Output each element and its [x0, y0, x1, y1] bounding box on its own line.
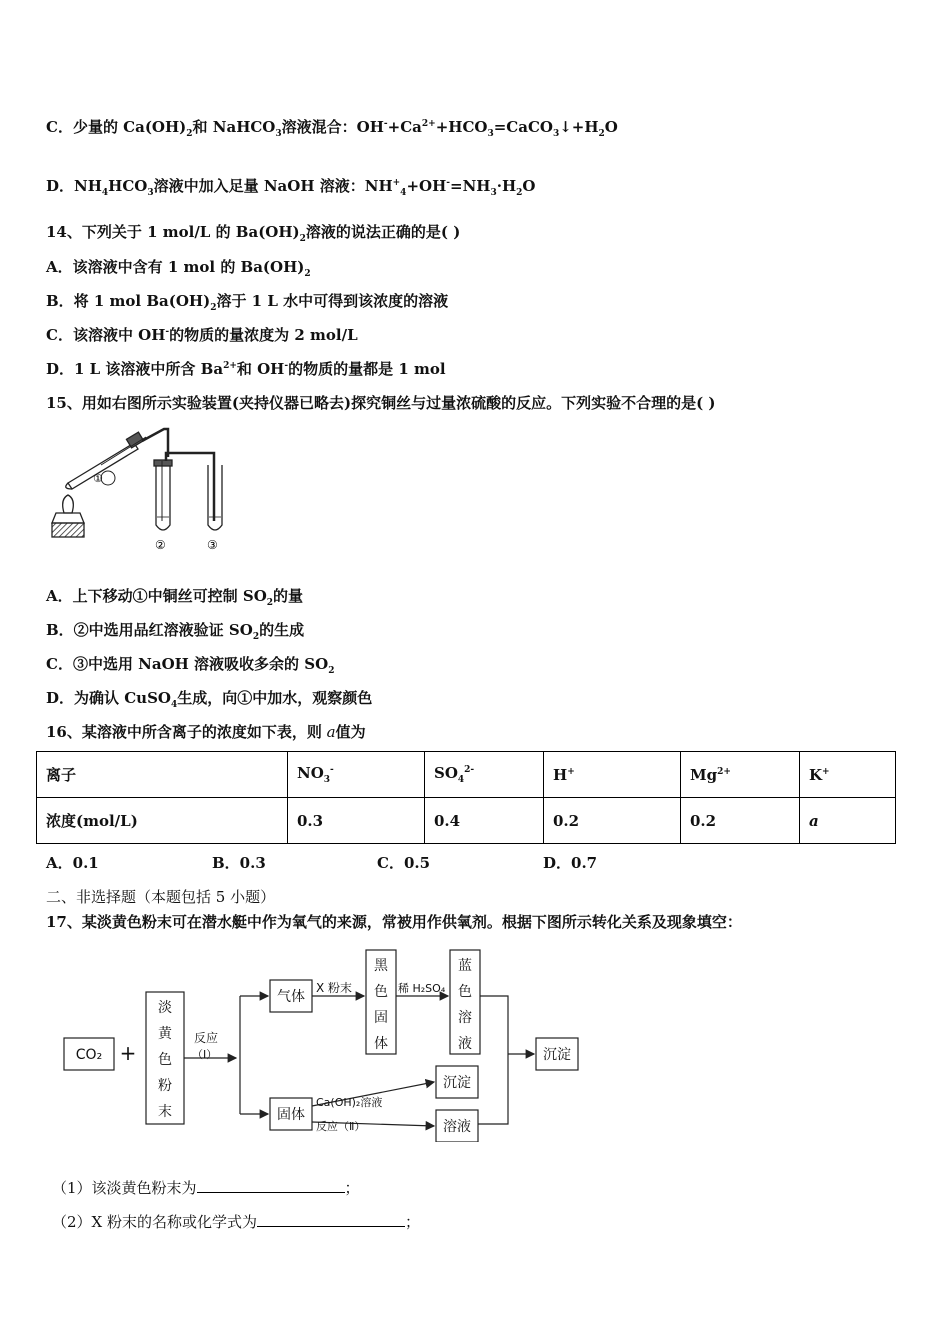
sup: + [567, 766, 575, 777]
text: 溶于 1 L 水中可得到该浓度的溶液 [216, 292, 449, 310]
sub: 3 [552, 129, 560, 139]
text: C．该溶液中 OH [46, 326, 166, 344]
q16-stem [46, 721, 366, 742]
co2-label: CO₂ [75, 1047, 103, 1063]
alcohol-lamp [52, 513, 84, 523]
q14-option-b [46, 290, 448, 313]
q16-option-c: C．0.5 [377, 854, 431, 872]
table-cell [37, 798, 288, 844]
text: +HCO [435, 118, 488, 136]
text: A．上下移动①中铜丝可控制 SO [46, 587, 267, 605]
reaction-1-num: （Ⅰ） [192, 1048, 218, 1061]
q13-option-d [46, 175, 535, 198]
test-tube-1 [68, 443, 138, 489]
cell-text: K [809, 765, 823, 784]
test-tube-2 [156, 465, 170, 530]
text: 16、某溶液中所含离子的浓度如下表，则 [46, 723, 322, 741]
sup: - [284, 361, 289, 371]
option-label: C． [46, 118, 73, 136]
sub: 2 [299, 234, 306, 244]
char: 色 [158, 1052, 172, 1068]
q15-stem [46, 392, 716, 413]
solid-label: 固体 [277, 1107, 305, 1123]
sub: 3 [275, 129, 282, 139]
table-row [37, 752, 896, 798]
text: HCO [108, 177, 148, 195]
cell-text: NO [297, 764, 324, 782]
delivery-tube [142, 429, 168, 457]
text: O [604, 118, 618, 136]
ion-concentration-table [36, 751, 896, 844]
var-a: a [326, 723, 336, 741]
text: ↓+H [559, 118, 599, 136]
text: 和 OH [236, 360, 285, 378]
table-cell [681, 752, 800, 798]
sub: 4 [101, 188, 109, 198]
label-1: ① [93, 472, 103, 485]
q17-stem [46, 911, 742, 932]
text: 溶液的说法正确的是( ) [305, 223, 461, 241]
char: 色 [374, 984, 388, 1000]
char: 色 [458, 984, 472, 1000]
text: B．将 1 mol Ba(OH) [46, 292, 211, 310]
q16-option-d: D．0.7 [543, 854, 598, 872]
char: 黄 [158, 1026, 172, 1042]
sup: - [330, 765, 334, 775]
cell-text: a [809, 811, 819, 830]
q16-option-a: A．0.1 [46, 854, 99, 872]
text: 17、某淡黄色粉末可在潜水艇中作为氧气的来源，常被用作供氧剂。根据下图所示转化关系及现象填空： [46, 913, 742, 931]
option-label: D． [46, 177, 75, 195]
cell-text: 0.2 [553, 811, 580, 830]
cell-text: Mg [690, 765, 718, 784]
q14-option-c [46, 324, 358, 345]
sub: 2 [516, 188, 523, 198]
sub: 3 [147, 188, 154, 198]
table-cell [681, 798, 800, 844]
char: 体 [374, 1036, 388, 1052]
sup: + [822, 766, 830, 777]
sub: 4 [457, 775, 465, 785]
text: 值为 [335, 723, 366, 741]
answer-blank-2[interactable] [257, 1212, 405, 1227]
sup: 2- [464, 765, 475, 775]
text: A．该溶液中含有 1 mol 的 Ba(OH) [46, 258, 305, 276]
text: ； [405, 1213, 421, 1231]
text: =NH [450, 177, 491, 195]
cell-text: SO [434, 764, 458, 782]
q14-stem [46, 221, 460, 244]
sup: - [383, 119, 388, 129]
text: 14、下列关于 1 mol/L 的 Ba(OH) [46, 223, 300, 241]
char: 黑 [374, 958, 388, 974]
apparatus-figure [46, 425, 236, 557]
alcohol-lamp-flame [63, 495, 74, 513]
table-cell [800, 752, 896, 798]
label-3: ③ [207, 538, 218, 552]
cell-text: H [553, 765, 568, 784]
table-cell [288, 752, 425, 798]
text: D．为确认 CuSO [46, 689, 171, 707]
text: 的生成 [259, 621, 305, 639]
section-heading: 二、非选择题（本题包括 5 小题） [46, 888, 276, 906]
sup: 2+ [717, 766, 731, 777]
reaction-2-label: 反应（Ⅱ） [316, 1120, 366, 1133]
text: 的物质的量浓度为 2 mol/L [169, 326, 358, 344]
q15-option-d [46, 687, 372, 710]
x-powder-label: X 粉末 [316, 981, 353, 995]
connecting-tube [166, 453, 214, 521]
table-cell [425, 752, 544, 798]
table-cell [544, 798, 681, 844]
copper-wire [101, 437, 146, 465]
char: 蓝 [458, 958, 472, 974]
sub: 4 [170, 700, 178, 710]
text: 15、用如右图所示实验装置(夹持仪器已略去)探究铜丝与过量浓硫酸的反应。下列实验不合理的是( ) [46, 394, 716, 412]
text: 生成，向①中加水，观察颜色 [177, 689, 373, 707]
precipitate-2-label: 沉淀 [443, 1075, 471, 1091]
text: ； [344, 1179, 360, 1197]
sub: 3 [490, 188, 497, 198]
text: 的量 [273, 587, 304, 605]
cell-text: 0.2 [690, 811, 717, 830]
answer-blank-1[interactable] [197, 1178, 345, 1193]
stand-block [52, 523, 84, 537]
table-cell [800, 798, 896, 844]
char: 溶 [458, 1010, 472, 1026]
q17-sub-2 [52, 1211, 420, 1232]
text: ·H [496, 177, 517, 195]
solution-label: 溶液 [443, 1119, 471, 1135]
char: 粉 [158, 1078, 172, 1094]
cell-text: 离子 [46, 766, 77, 784]
text: O [522, 177, 536, 195]
sub: 2 [186, 129, 193, 139]
reaction-1-label: 反应 [194, 1031, 219, 1045]
q14-option-d [46, 358, 446, 379]
text: NH [74, 177, 102, 195]
text: 溶液中加入足量 NaOH 溶液：NH [153, 177, 393, 195]
text: （2）X 粉末的名称或化学式为 [52, 1213, 257, 1231]
sup: 2+ [223, 361, 237, 371]
char: 液 [458, 1036, 472, 1052]
sup: - [446, 178, 450, 188]
text: +OH [406, 177, 447, 195]
text: 和 NaHCO [192, 118, 276, 136]
sub: 2 [328, 666, 335, 676]
text: D．1 L 该溶液中所含 Ba [46, 360, 224, 378]
char: 淡 [158, 1000, 172, 1016]
sub: 2 [252, 632, 260, 642]
table-cell [425, 798, 544, 844]
sub: 2 [210, 303, 217, 313]
sub: 2 [304, 269, 311, 279]
cell-text: 0.3 [297, 811, 324, 830]
plus-sign: + [119, 1041, 137, 1065]
precipitate-label: 沉淀 [543, 1047, 571, 1063]
table-row [37, 798, 896, 844]
caoh2-label: Ca(OH)₂溶液 [316, 1096, 383, 1109]
text: =CaCO [493, 118, 553, 136]
sub: 2 [266, 598, 274, 608]
text: （1）该淡黄色粉末为 [52, 1179, 197, 1197]
sup: - [165, 327, 170, 337]
table-cell [37, 752, 288, 798]
transformation-flowchart [60, 946, 590, 1142]
sub: 3 [487, 129, 494, 139]
text: 溶液混合：OH [281, 118, 384, 136]
char: 固 [374, 1010, 388, 1026]
sub: 3 [323, 775, 331, 785]
table-cell [544, 752, 681, 798]
text: B．②中选用品红溶液验证 SO [46, 621, 253, 639]
q15-option-c [46, 653, 334, 676]
char: 末 [158, 1104, 172, 1120]
q15-option-a [46, 585, 303, 608]
q17-sub-1 [52, 1177, 360, 1198]
gas-label: 气体 [277, 989, 305, 1005]
text: 少量的 Ca(OH) [72, 118, 187, 136]
text: +Ca [387, 118, 422, 136]
q15-option-b [46, 619, 304, 642]
label-2: ② [155, 538, 166, 552]
sup: + [392, 178, 401, 188]
table-cell [288, 798, 425, 844]
cell-text: 0.4 [434, 811, 461, 830]
q13-option-c [46, 116, 618, 139]
text: C．③中选用 NaOH 溶液吸收多余的 SO [46, 655, 329, 673]
q16-option-b: B．0.3 [212, 854, 266, 872]
text: 的物质的量都是 1 mol [288, 360, 446, 378]
sup: 2+ [421, 119, 436, 129]
dilute-h2so4-label: 稀 H₂SO₄ [398, 982, 446, 995]
cell-text: 浓度(mol/L) [46, 812, 138, 830]
sub: 4 [400, 188, 407, 198]
sub: 2 [598, 129, 605, 139]
q14-option-a [46, 256, 311, 279]
